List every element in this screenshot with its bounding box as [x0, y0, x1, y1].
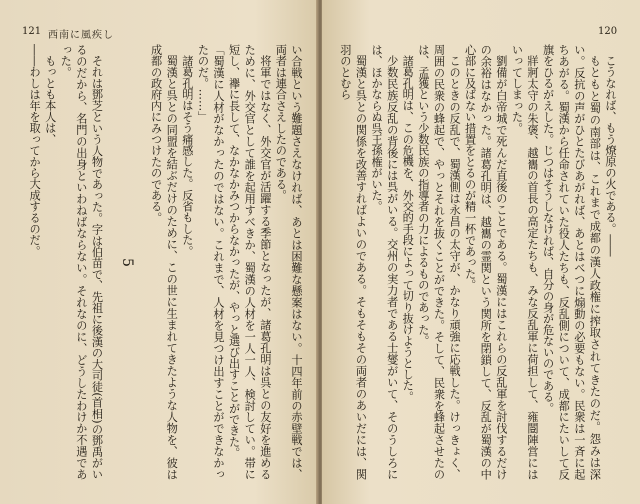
- paragraph: 少数民族反乱の背後には呉がいる。交州の実力者である士燮がいて、そのうしろには、ほかならぬ呉王孫権がいた。: [370, 44, 399, 480]
- quote-paragraph: 「蜀漢に人材がなかったのではない。これまで、人材を見つけ出すことができなかったのだ。……」: [196, 44, 226, 480]
- paragraph: 劉備が白帝城で死んだ直後のことである。蜀漢にはこれらの反乱軍を討伐するだけの余裕はなかった。諸葛孔明は、越巂の霊関という関所を閉鎖して、反乱が蜀漢の中心部に及ばない措置をとるのが精一杯であった。: [463, 44, 508, 480]
- paragraph: 諸葛孔明はそう痛感した。反省もした。: [180, 55, 194, 257]
- paragraph: 諸葛孔明は、この危機を、外交的手段によって切り抜けようとした。: [401, 55, 415, 403]
- paragraph: このときの反乱で、蜀漢側は永昌の太守が、かなり頑強に応戦した。けっきょく、周囲の民衆の蜂起で、やっとそれを抜くことができた。そして、民衆を蜂起させたのは、孟獲という少数民族の指導者の力によるものであった。: [416, 44, 462, 480]
- section-number: 5: [119, 257, 136, 267]
- paragraph: こうなれば、もう燎原の火である。――: [604, 55, 617, 257]
- paragraph: 蜀漢と呉との同盟を結ぶだけのために、この世に生まれてきたような人物を、彼は成都の政府内にみつけたのである。: [149, 44, 179, 480]
- paragraph: もともと蜀の南部は、これまで成都の漢人政権に搾取されてきたのだ。怨みは深い。反抗の声がひとたびあがれば、あとはべつに煽動の必要もない。民衆は一斉に起ちあがる。蜀漢から任命されていた役人たちも、反乱側について、成都にたいして反旗をひるがえした。じつはそうしなければ、自分の身が危ないのである。: [541, 44, 602, 480]
- left-page: [0, 0, 318, 504]
- page-number-left: 121: [22, 26, 42, 37]
- paragraph: 牂牁太守の朱褒、越巂の首長の高定たちも、みな反乱軍に荷担して、雍闓陣営にはいってしまった。: [510, 44, 540, 480]
- paragraph: それは鄧芝という人物であった。字は伯苗で、先祖に後漢の大司徒(首相)の鄧禹がいるのだから、名門の出身といわねばならない。それなのに、どうしたわけか不遇であった。: [59, 44, 104, 480]
- paragraph: 蜀漢と呉との関係を改善すればよいのである。そもそもその両者のあいだには、関羽のとむら: [338, 44, 368, 480]
- paragraph: もっとも本人は、: [43, 55, 57, 145]
- paragraph: い合戦という難題さえなければ、あとは困難な懸案はない。十四年前の赤壁戦では、両者は連合さえしたのである。: [274, 44, 303, 480]
- right-page: [322, 0, 640, 504]
- page-number-right: 120: [598, 26, 618, 37]
- right-page-text: [336, 44, 618, 480]
- left-page-text: [14, 44, 304, 480]
- paragraph: 将軍ではなく、外交官が活躍する季節となったが、諸葛孔明は呉との友好を進めるために、外交官として誰を起用すべきか、蜀漢の人材を一人一人、検討してい。帯に短し、襷に長して、なかなかみつからなかったが、やっと選び出すことができた。: [227, 44, 272, 480]
- running-title: 西南に風疾し: [48, 30, 114, 41]
- dialog-line: ――わしは年を取ってから大成するのだ。: [28, 44, 42, 257]
